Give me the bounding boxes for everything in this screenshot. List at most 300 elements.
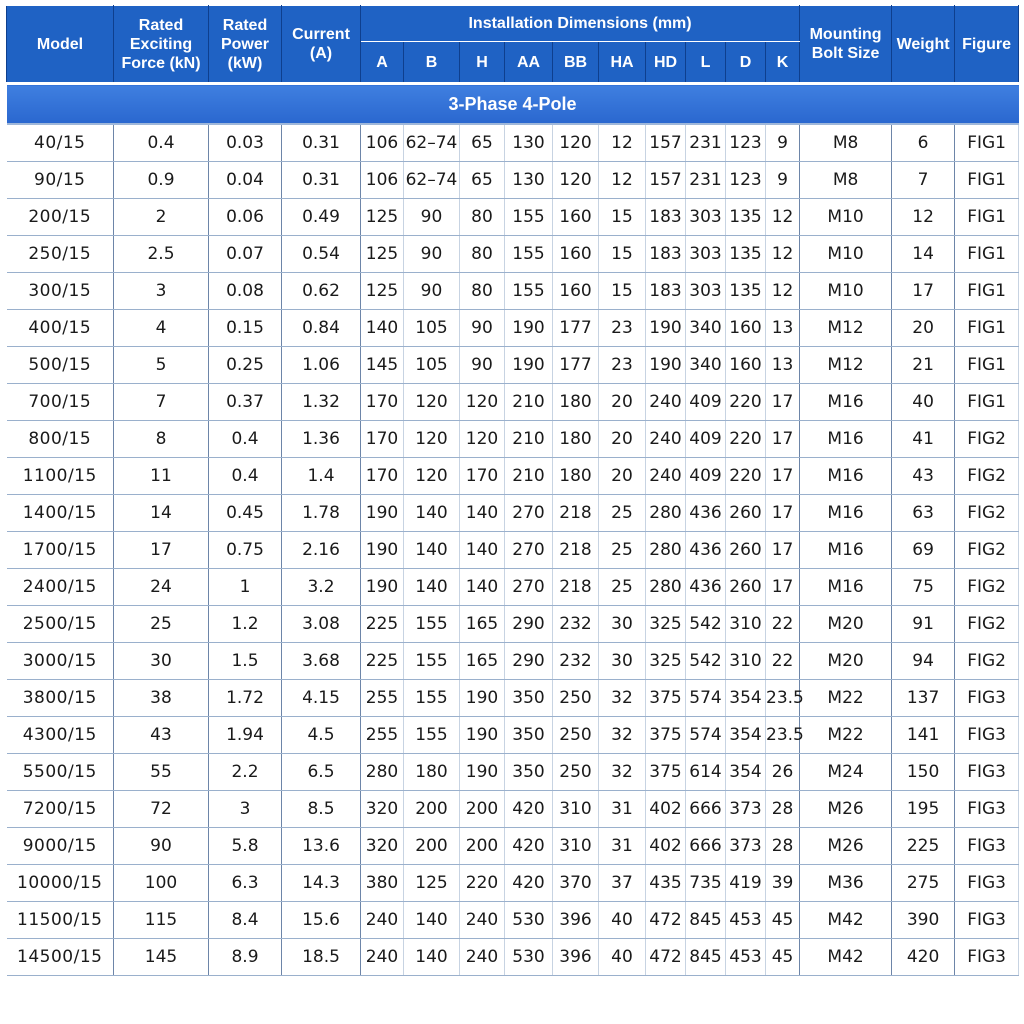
cell-dim-ha: 32 — [599, 680, 646, 717]
cell-dim-hd: 435 — [646, 865, 686, 902]
cell-dim-d: 260 — [726, 495, 766, 532]
cell-dim-h: 120 — [460, 384, 505, 421]
header-dim-ha: HA — [599, 42, 646, 84]
cell-dim-d: 135 — [726, 236, 766, 273]
cell-dim-k: 9 — [766, 162, 800, 199]
cell-current: 18.5 — [282, 939, 361, 976]
cell-dim-b: 140 — [404, 532, 460, 569]
cell-dim-k: 17 — [766, 458, 800, 495]
cell-dim-l: 303 — [686, 236, 726, 273]
cell-current: 3.68 — [282, 643, 361, 680]
cell-weight: 390 — [892, 902, 955, 939]
cell-weight: 195 — [892, 791, 955, 828]
cell-dim-hd: 240 — [646, 384, 686, 421]
cell-model: 1100/15 — [7, 458, 114, 495]
cell-mounting-bolt-size: M36 — [800, 865, 892, 902]
header-power-line-3: (kW) — [227, 54, 263, 72]
cell-figure: FIG3 — [955, 754, 1019, 791]
cell-rated-power: 1 — [209, 569, 282, 606]
header-bolt-line-1: Mounting — [809, 26, 882, 43]
cell-mounting-bolt-size: M16 — [800, 569, 892, 606]
cell-figure: FIG3 — [955, 791, 1019, 828]
cell-figure: FIG1 — [955, 199, 1019, 236]
cell-mounting-bolt-size: M16 — [800, 532, 892, 569]
cell-current: 0.62 — [282, 273, 361, 310]
cell-weight: 150 — [892, 754, 955, 791]
cell-dim-l: 542 — [686, 606, 726, 643]
cell-dim-k: 39 — [766, 865, 800, 902]
cell-dim-l: 436 — [686, 569, 726, 606]
cell-current: 3.08 — [282, 606, 361, 643]
cell-mounting-bolt-size: M20 — [800, 606, 892, 643]
cell-rated-exciting-force: 8 — [114, 421, 209, 458]
cell-mounting-bolt-size: M22 — [800, 717, 892, 754]
cell-figure: FIG2 — [955, 532, 1019, 569]
cell-rated-power: 1.72 — [209, 680, 282, 717]
cell-rated-exciting-force: 0.4 — [114, 124, 209, 162]
cell-dim-d: 220 — [726, 458, 766, 495]
cell-rated-exciting-force: 43 — [114, 717, 209, 754]
header-current — [282, 6, 361, 84]
cell-dim-bb: 180 — [553, 384, 599, 421]
cell-figure: FIG1 — [955, 162, 1019, 199]
cell-model: 5500/15 — [7, 754, 114, 791]
cell-dim-k: 13 — [766, 310, 800, 347]
table-row — [7, 310, 1019, 347]
cell-dim-hd: 375 — [646, 754, 686, 791]
cell-current: 0.84 — [282, 310, 361, 347]
cell-dim-a: 170 — [361, 458, 404, 495]
cell-dim-bb: 177 — [553, 310, 599, 347]
cell-model: 2400/15 — [7, 569, 114, 606]
cell-dim-l: 542 — [686, 643, 726, 680]
cell-figure: FIG1 — [955, 384, 1019, 421]
cell-weight: 40 — [892, 384, 955, 421]
cell-current: 15.6 — [282, 902, 361, 939]
cell-dim-d: 123 — [726, 162, 766, 199]
cell-dim-ha: 40 — [599, 939, 646, 976]
cell-dim-bb: 120 — [553, 124, 599, 162]
cell-dim-aa: 530 — [505, 902, 553, 939]
cell-weight: 43 — [892, 458, 955, 495]
cell-dim-a: 225 — [361, 643, 404, 680]
table-row — [7, 236, 1019, 273]
cell-dim-b: 155 — [404, 643, 460, 680]
cell-dim-ha: 23 — [599, 310, 646, 347]
cell-dim-hd: 402 — [646, 828, 686, 865]
cell-dim-k: 17 — [766, 532, 800, 569]
cell-rated-power: 6.3 — [209, 865, 282, 902]
cell-dim-ha: 15 — [599, 273, 646, 310]
cell-dim-d: 220 — [726, 421, 766, 458]
table-row — [7, 939, 1019, 976]
cell-dim-h: 90 — [460, 347, 505, 384]
cell-rated-exciting-force: 17 — [114, 532, 209, 569]
cell-dim-aa: 210 — [505, 458, 553, 495]
header-current-line-1: Current — [292, 26, 350, 43]
header-installation-dimensions: Installation Dimensions (mm) — [361, 6, 800, 42]
cell-weight: 14 — [892, 236, 955, 273]
cell-weight: 275 — [892, 865, 955, 902]
cell-model: 500/15 — [7, 347, 114, 384]
cell-dim-b: 120 — [404, 384, 460, 421]
cell-mounting-bolt-size: M10 — [800, 236, 892, 273]
cell-figure: FIG3 — [955, 680, 1019, 717]
cell-rated-exciting-force: 145 — [114, 939, 209, 976]
cell-dim-b: 120 — [404, 458, 460, 495]
cell-rated-exciting-force: 38 — [114, 680, 209, 717]
header-model: Model — [7, 6, 114, 84]
cell-dim-a: 225 — [361, 606, 404, 643]
cell-dim-b: 105 — [404, 310, 460, 347]
header-force-line-2: Exciting — [129, 35, 193, 53]
cell-dim-d: 354 — [726, 680, 766, 717]
cell-dim-a: 280 — [361, 754, 404, 791]
cell-dim-h: 140 — [460, 569, 505, 606]
cell-dim-aa: 420 — [505, 791, 553, 828]
cell-dim-a: 106 — [361, 162, 404, 199]
table-row — [7, 643, 1019, 680]
cell-rated-power: 2.2 — [209, 754, 282, 791]
cell-dim-bb: 250 — [553, 680, 599, 717]
cell-dim-h: 240 — [460, 902, 505, 939]
cell-dim-bb: 160 — [553, 273, 599, 310]
cell-dim-bb: 396 — [553, 902, 599, 939]
table-row — [7, 606, 1019, 643]
cell-figure: FIG2 — [955, 458, 1019, 495]
cell-dim-aa: 420 — [505, 828, 553, 865]
cell-weight: 69 — [892, 532, 955, 569]
cell-dim-k: 12 — [766, 199, 800, 236]
cell-dim-aa: 155 — [505, 199, 553, 236]
cell-dim-a: 190 — [361, 569, 404, 606]
cell-dim-k: 12 — [766, 273, 800, 310]
cell-dim-b: 140 — [404, 902, 460, 939]
cell-dim-d: 160 — [726, 310, 766, 347]
cell-model: 14500/15 — [7, 939, 114, 976]
cell-dim-k: 12 — [766, 236, 800, 273]
cell-dim-a: 240 — [361, 939, 404, 976]
cell-dim-b: 105 — [404, 347, 460, 384]
cell-dim-l: 409 — [686, 421, 726, 458]
cell-dim-k: 23.5 — [766, 717, 800, 754]
cell-dim-a: 190 — [361, 495, 404, 532]
cell-dim-a: 380 — [361, 865, 404, 902]
cell-model: 4300/15 — [7, 717, 114, 754]
cell-dim-hd: 157 — [646, 162, 686, 199]
cell-dim-ha: 25 — [599, 569, 646, 606]
cell-rated-exciting-force: 0.9 — [114, 162, 209, 199]
cell-rated-power: 1.5 — [209, 643, 282, 680]
cell-rated-power: 0.06 — [209, 199, 282, 236]
header-power-line-1: Rated — [222, 16, 268, 34]
cell-dim-ha: 30 — [599, 606, 646, 643]
cell-dim-l: 231 — [686, 162, 726, 199]
cell-figure: FIG2 — [955, 421, 1019, 458]
cell-dim-h: 65 — [460, 124, 505, 162]
cell-rated-power: 0.04 — [209, 162, 282, 199]
cell-model: 3800/15 — [7, 680, 114, 717]
cell-dim-l: 666 — [686, 828, 726, 865]
table-row — [7, 828, 1019, 865]
cell-dim-d: 373 — [726, 791, 766, 828]
header-bolt-line-2: Bolt Size — [811, 45, 880, 62]
cell-dim-l: 303 — [686, 273, 726, 310]
cell-dim-d: 123 — [726, 124, 766, 162]
cell-weight: 420 — [892, 939, 955, 976]
header-force-line-1: Rated — [138, 16, 184, 34]
cell-dim-aa: 130 — [505, 162, 553, 199]
cell-dim-l: 409 — [686, 458, 726, 495]
cell-dim-bb: 160 — [553, 236, 599, 273]
cell-rated-power: 0.75 — [209, 532, 282, 569]
cell-rated-exciting-force: 4 — [114, 310, 209, 347]
cell-dim-h: 140 — [460, 495, 505, 532]
cell-dim-ha: 32 — [599, 754, 646, 791]
cell-dim-h: 170 — [460, 458, 505, 495]
cell-figure: FIG3 — [955, 939, 1019, 976]
cell-dim-aa: 350 — [505, 717, 553, 754]
header-dim-d: D — [726, 42, 766, 84]
cell-current: 1.06 — [282, 347, 361, 384]
cell-figure: FIG1 — [955, 273, 1019, 310]
cell-dim-b: 155 — [404, 606, 460, 643]
cell-dim-bb: 180 — [553, 458, 599, 495]
header-current-line-2: (A) — [309, 45, 333, 62]
table-row — [7, 532, 1019, 569]
cell-model: 1400/15 — [7, 495, 114, 532]
cell-rated-exciting-force: 25 — [114, 606, 209, 643]
cell-dim-bb: 396 — [553, 939, 599, 976]
cell-dim-bb: 120 — [553, 162, 599, 199]
cell-dim-h: 120 — [460, 421, 505, 458]
header-mounting-bolt-size — [800, 6, 892, 84]
cell-model: 11500/15 — [7, 902, 114, 939]
cell-rated-exciting-force: 11 — [114, 458, 209, 495]
cell-dim-b: 62–74 — [404, 124, 460, 162]
cell-current: 3.2 — [282, 569, 361, 606]
cell-dim-a: 106 — [361, 124, 404, 162]
cell-weight: 20 — [892, 310, 955, 347]
cell-mounting-bolt-size: M42 — [800, 939, 892, 976]
cell-weight: 75 — [892, 569, 955, 606]
cell-weight: 91 — [892, 606, 955, 643]
cell-rated-power: 5.8 — [209, 828, 282, 865]
cell-dim-aa: 210 — [505, 421, 553, 458]
cell-dim-ha: 23 — [599, 347, 646, 384]
cell-dim-h: 165 — [460, 643, 505, 680]
cell-current: 2.16 — [282, 532, 361, 569]
cell-dim-d: 220 — [726, 384, 766, 421]
header-power-line-2: Power — [220, 35, 269, 53]
cell-figure: FIG3 — [955, 828, 1019, 865]
cell-dim-aa: 130 — [505, 124, 553, 162]
cell-figure: FIG1 — [955, 236, 1019, 273]
cell-dim-k: 22 — [766, 643, 800, 680]
cell-dim-l: 574 — [686, 680, 726, 717]
cell-dim-l: 845 — [686, 939, 726, 976]
cell-rated-exciting-force: 90 — [114, 828, 209, 865]
cell-dim-b: 200 — [404, 828, 460, 865]
cell-model: 9000/15 — [7, 828, 114, 865]
cell-current: 0.31 — [282, 162, 361, 199]
cell-current: 13.6 — [282, 828, 361, 865]
cell-dim-bb: 177 — [553, 347, 599, 384]
cell-dim-b: 140 — [404, 939, 460, 976]
cell-current: 14.3 — [282, 865, 361, 902]
cell-dim-aa: 270 — [505, 532, 553, 569]
cell-rated-power: 8.9 — [209, 939, 282, 976]
cell-dim-k: 17 — [766, 495, 800, 532]
header-dim-aa: AA — [505, 42, 553, 84]
section-title: 3-Phase 4-Pole — [7, 84, 1019, 125]
cell-dim-k: 23.5 — [766, 680, 800, 717]
cell-dim-k: 28 — [766, 828, 800, 865]
cell-mounting-bolt-size: M16 — [800, 458, 892, 495]
table-row — [7, 569, 1019, 606]
cell-dim-bb: 218 — [553, 569, 599, 606]
cell-dim-b: 200 — [404, 791, 460, 828]
table-row — [7, 495, 1019, 532]
cell-model: 250/15 — [7, 236, 114, 273]
cell-dim-h: 80 — [460, 273, 505, 310]
cell-current: 1.78 — [282, 495, 361, 532]
cell-mounting-bolt-size: M16 — [800, 421, 892, 458]
cell-rated-exciting-force: 7 — [114, 384, 209, 421]
cell-model: 700/15 — [7, 384, 114, 421]
cell-current: 8.5 — [282, 791, 361, 828]
cell-dim-k: 45 — [766, 902, 800, 939]
cell-current: 0.49 — [282, 199, 361, 236]
cell-model: 200/15 — [7, 199, 114, 236]
cell-dim-d: 160 — [726, 347, 766, 384]
cell-dim-bb: 180 — [553, 421, 599, 458]
cell-rated-exciting-force: 3 — [114, 273, 209, 310]
cell-dim-aa: 270 — [505, 569, 553, 606]
cell-dim-a: 255 — [361, 680, 404, 717]
cell-dim-a: 190 — [361, 532, 404, 569]
cell-rated-power: 0.45 — [209, 495, 282, 532]
cell-mounting-bolt-size: M10 — [800, 199, 892, 236]
header-dim-a: A — [361, 42, 404, 84]
cell-dim-ha: 31 — [599, 828, 646, 865]
specification-table — [6, 5, 1019, 976]
cell-model: 3000/15 — [7, 643, 114, 680]
cell-model: 7200/15 — [7, 791, 114, 828]
cell-rated-exciting-force: 72 — [114, 791, 209, 828]
cell-dim-d: 260 — [726, 532, 766, 569]
cell-dim-a: 125 — [361, 273, 404, 310]
cell-rated-power: 0.25 — [209, 347, 282, 384]
cell-dim-l: 340 — [686, 310, 726, 347]
cell-figure: FIG2 — [955, 606, 1019, 643]
cell-dim-h: 80 — [460, 236, 505, 273]
cell-dim-d: 453 — [726, 939, 766, 976]
cell-model: 300/15 — [7, 273, 114, 310]
cell-dim-hd: 325 — [646, 606, 686, 643]
cell-dim-ha: 12 — [599, 124, 646, 162]
cell-mounting-bolt-size: M8 — [800, 162, 892, 199]
table-header — [7, 6, 1019, 84]
cell-weight: 12 — [892, 199, 955, 236]
cell-dim-hd: 472 — [646, 902, 686, 939]
cell-mounting-bolt-size: M16 — [800, 495, 892, 532]
cell-dim-hd: 280 — [646, 532, 686, 569]
cell-rated-exciting-force: 24 — [114, 569, 209, 606]
table-row — [7, 421, 1019, 458]
cell-dim-h: 165 — [460, 606, 505, 643]
cell-dim-d: 453 — [726, 902, 766, 939]
cell-dim-d: 373 — [726, 828, 766, 865]
cell-dim-k: 17 — [766, 421, 800, 458]
cell-mounting-bolt-size: M22 — [800, 680, 892, 717]
cell-dim-aa: 155 — [505, 236, 553, 273]
cell-rated-power: 1.2 — [209, 606, 282, 643]
header-weight: Weight — [892, 6, 955, 84]
section-header — [7, 84, 1019, 125]
cell-dim-h: 240 — [460, 939, 505, 976]
cell-dim-aa: 290 — [505, 606, 553, 643]
cell-weight: 6 — [892, 124, 955, 162]
table-row — [7, 717, 1019, 754]
cell-dim-a: 255 — [361, 717, 404, 754]
cell-dim-k: 26 — [766, 754, 800, 791]
cell-mounting-bolt-size: M8 — [800, 124, 892, 162]
table-row — [7, 680, 1019, 717]
cell-dim-b: 90 — [404, 199, 460, 236]
cell-dim-h: 190 — [460, 680, 505, 717]
cell-weight: 225 — [892, 828, 955, 865]
cell-dim-hd: 402 — [646, 791, 686, 828]
cell-rated-exciting-force: 55 — [114, 754, 209, 791]
cell-dim-l: 231 — [686, 124, 726, 162]
table-row — [7, 162, 1019, 199]
cell-model: 400/15 — [7, 310, 114, 347]
cell-dim-l: 574 — [686, 717, 726, 754]
cell-dim-d: 260 — [726, 569, 766, 606]
cell-figure: FIG3 — [955, 902, 1019, 939]
cell-figure: FIG3 — [955, 717, 1019, 754]
cell-dim-d: 135 — [726, 273, 766, 310]
cell-dim-bb: 218 — [553, 495, 599, 532]
header-rated-power — [209, 6, 282, 84]
cell-dim-k: 28 — [766, 791, 800, 828]
cell-dim-l: 436 — [686, 495, 726, 532]
cell-dim-aa: 290 — [505, 643, 553, 680]
cell-dim-hd: 375 — [646, 717, 686, 754]
cell-dim-aa: 530 — [505, 939, 553, 976]
table-row — [7, 199, 1019, 236]
cell-dim-k: 17 — [766, 569, 800, 606]
table-row — [7, 902, 1019, 939]
cell-dim-aa: 210 — [505, 384, 553, 421]
cell-weight: 17 — [892, 273, 955, 310]
cell-dim-ha: 37 — [599, 865, 646, 902]
cell-model: 40/15 — [7, 124, 114, 162]
cell-figure: FIG2 — [955, 643, 1019, 680]
cell-rated-power: 0.15 — [209, 310, 282, 347]
cell-rated-exciting-force: 2 — [114, 199, 209, 236]
cell-dim-ha: 32 — [599, 717, 646, 754]
cell-model: 1700/15 — [7, 532, 114, 569]
table-row — [7, 865, 1019, 902]
cell-dim-l: 614 — [686, 754, 726, 791]
cell-current: 1.4 — [282, 458, 361, 495]
cell-dim-a: 240 — [361, 902, 404, 939]
cell-dim-d: 419 — [726, 865, 766, 902]
cell-mounting-bolt-size: M26 — [800, 791, 892, 828]
cell-mounting-bolt-size: M20 — [800, 643, 892, 680]
